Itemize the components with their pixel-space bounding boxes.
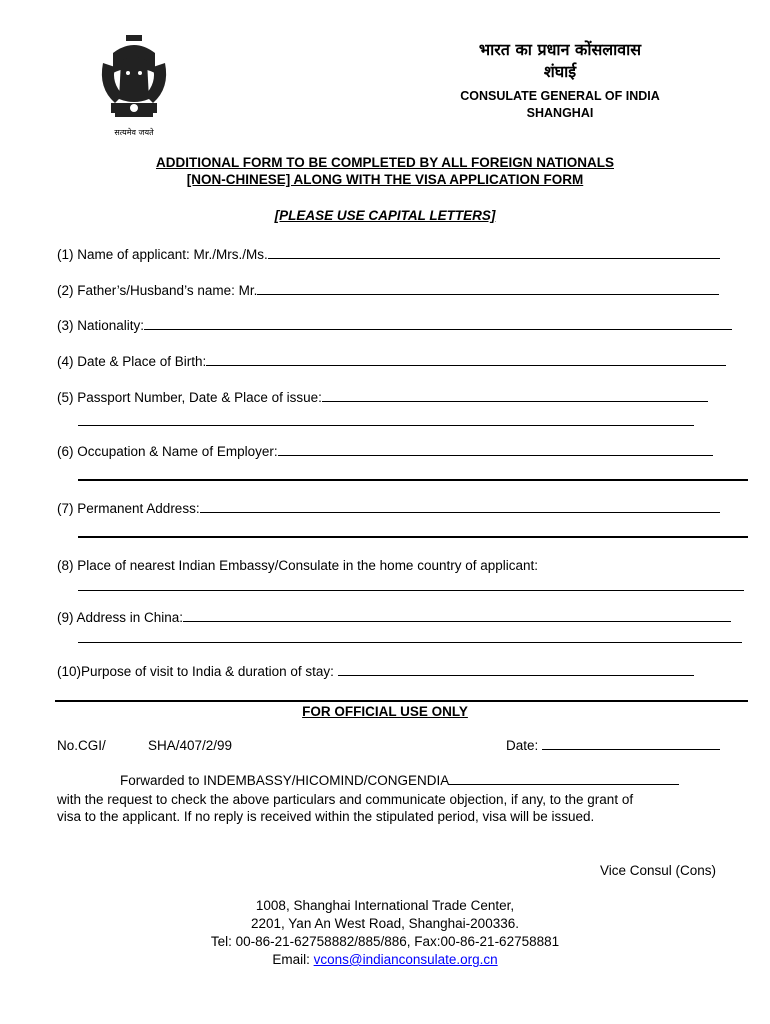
footer-email-line: [0, 952, 770, 967]
blank-line[interactable]: [78, 536, 748, 538]
blank-line: [338, 674, 694, 676]
date-label: Date:: [506, 738, 543, 753]
field-label: (6) Occupation & Name of Employer:: [57, 444, 278, 459]
form-title-line2: [NON-CHINESE] ALONG WITH THE VISA APPLICATION FORM: [186, 172, 584, 187]
field-purpose-visit[interactable]: [57, 664, 694, 679]
field-address-china[interactable]: [57, 610, 731, 625]
reference-number-value: SHA/407/2/99: [148, 738, 233, 753]
blank-line: [200, 511, 720, 513]
signatory: Vice Consul (Cons): [600, 863, 717, 878]
capital-letters-instruction: [PLEASE USE CAPITAL LETTERS]: [274, 208, 496, 223]
hindi-city-name: शंघाई: [543, 62, 577, 81]
blank-line: [206, 364, 726, 366]
forwarded-to-line[interactable]: [120, 773, 679, 788]
field-label: (10)Purpose of visit to India & duration of stay:: [57, 664, 338, 679]
request-paragraph-line1: with the request to check the above particulars and communicate objection, if any, to the grant of: [57, 792, 634, 807]
blank-line: [278, 454, 713, 456]
field-passport-details[interactable]: [57, 390, 708, 405]
blank-line[interactable]: [78, 590, 744, 591]
official-date-field[interactable]: [506, 738, 720, 753]
field-nearest-embassy: [57, 558, 538, 573]
blank-line: [268, 257, 720, 259]
field-label: (4) Date & Place of Birth:: [57, 354, 207, 369]
blank-line: [144, 328, 732, 330]
blank-line: [542, 748, 720, 750]
email-label: Email:: [272, 952, 314, 967]
blank-line: [449, 783, 679, 785]
field-date-place-birth[interactable]: [57, 354, 726, 369]
consulate-name: CONSULATE GENERAL OF INDIA: [460, 89, 660, 103]
field-label: (1) Name of applicant: Mr./Mrs./Ms.: [57, 247, 268, 262]
footer-address-line2: 2201, Yan An West Road, Shanghai-200336.: [251, 916, 519, 931]
blank-line: [257, 293, 719, 295]
reference-number-label: No.CGI/: [57, 738, 106, 753]
emblem-motto: सत्यमेव जयते: [114, 128, 154, 137]
request-paragraph-line2: visa to the applicant. If no reply is received within the stipulated period, visa will be issued.: [57, 809, 595, 824]
consulate-city: SHANGHAI: [526, 106, 594, 120]
field-applicant-name[interactable]: [57, 247, 720, 262]
field-label: (3) Nationality:: [57, 318, 145, 333]
field-occupation-employer[interactable]: [57, 444, 713, 459]
blank-line: [322, 400, 708, 402]
field-father-husband-name[interactable]: [57, 283, 719, 298]
forwarded-text: Forwarded to INDEMBASSY/HICOMIND/CONGENDIA: [120, 773, 450, 788]
field-label: (7) Permanent Address:: [57, 501, 200, 516]
official-use-heading: FOR OFFICIAL USE ONLY: [302, 704, 468, 719]
field-label: (2) Father’s/Husband’s name: Mr.: [57, 283, 258, 298]
national-emblem-icon: [93, 33, 175, 143]
email-link[interactable]: vcons@indianconsulate.org.cn: [313, 952, 498, 967]
blank-line[interactable]: [78, 479, 748, 481]
section-divider: [55, 700, 748, 702]
footer-phone-fax: Tel: 00-86-21-62758882/885/886, Fax:00-86-21-62758881: [210, 934, 560, 949]
blank-line[interactable]: [78, 425, 694, 426]
field-permanent-address[interactable]: [57, 501, 720, 516]
blank-line[interactable]: [78, 642, 742, 643]
field-label: (9) Address in China:: [57, 610, 184, 625]
blank-line: [183, 620, 731, 622]
field-label: (5) Passport Number, Date & Place of issue:: [57, 390, 322, 405]
field-nationality[interactable]: [57, 318, 732, 333]
field-label: (8) Place of nearest Indian Embassy/Consulate in the home country of applicant:: [57, 558, 539, 573]
hindi-consulate-name: भारत का प्रधान कोंसलावास: [478, 40, 642, 59]
form-title-line1: ADDITIONAL FORM TO BE COMPLETED BY ALL FOREIGN NATIONALS: [155, 155, 614, 170]
footer-address-line1: 1008, Shanghai International Trade Center,: [255, 898, 515, 913]
